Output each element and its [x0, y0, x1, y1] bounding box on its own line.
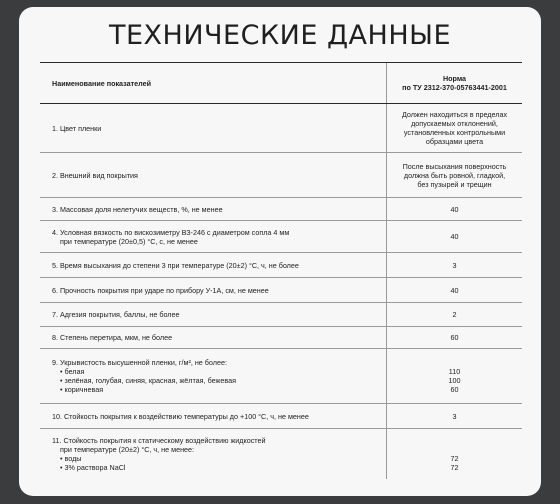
row-name: 4. Условная вязкость по вискозиметру ВЗ-246 с диаметром сопла 4 мм	[52, 227, 290, 237]
table-row	[40, 153, 522, 198]
row-name: 5. Время высыхания до степени 3 при температуре (20±2) °С, ч, не более	[52, 260, 299, 270]
table-header	[40, 63, 522, 104]
table-row	[40, 327, 522, 349]
row-name: 7. Адгезия покрытия, баллы, не более	[52, 310, 180, 319]
row-sub-value: 72	[450, 454, 459, 463]
row-value: 3	[452, 260, 457, 270]
technical-data-card	[19, 7, 541, 496]
row-name: 10. Стойкость покрытия к воздействию температуры до +100 °С, ч, не менее	[52, 411, 309, 421]
row-value: Должен находиться в пределах допускаемых отклонений, установленных контрольными образцами цвета	[401, 110, 508, 146]
row-name: 8. Степень перетира, мкм, не более	[52, 333, 173, 342]
header-col-name: Наименование показателей	[40, 63, 387, 103]
header-col-norm: Норма по ТУ 2312-370-05763441-2001	[402, 74, 507, 92]
row-name: 1. Цвет пленки	[52, 123, 102, 133]
row-sub-value: 110	[448, 367, 461, 376]
row-sub-value: 72	[450, 463, 459, 472]
row-value: 40	[450, 204, 459, 214]
table-row	[40, 278, 522, 303]
row-sub-item: • воды	[60, 454, 82, 463]
table-row	[40, 303, 522, 327]
row-value: 40	[450, 232, 459, 241]
row-value: После высыхания поверхность должна быть ровной, гладкой, без пузырей и трещин	[402, 161, 507, 189]
row-name: 3. Массовая доля нелетучих веществ, %, не менее	[52, 204, 223, 214]
row-sub-value: 100	[448, 376, 461, 385]
row-value: 40	[450, 285, 459, 295]
table-row	[40, 198, 522, 221]
row-value: 3	[452, 411, 457, 421]
row-value: 2	[452, 310, 457, 319]
table-row	[40, 253, 522, 278]
row-name: 2. Внешний вид покрытия	[52, 170, 138, 180]
row-name: 6. Прочность покрытия при ударе по прибору У-1А, см, не менее	[52, 285, 269, 295]
table-row	[40, 349, 522, 404]
page-title: ТЕХНИЧЕСКИЕ ДАННЫЕ	[108, 20, 452, 51]
table-row	[40, 221, 522, 253]
table-row	[40, 429, 522, 479]
row-value: 60	[450, 333, 459, 342]
row-sub-item: • зелёная, голубая, синяя, красная, жёлтая, бежевая	[60, 376, 236, 385]
row-sub-item: • 3% раствора NaCl	[60, 463, 126, 472]
row-name: 9. Укрывистость высушенной пленки, г/м², не более:	[52, 358, 227, 367]
row-name-cont: при температуре (20±2) °С, ч, не менее:	[60, 445, 195, 454]
specs-table	[40, 62, 522, 479]
row-name: 11. Стойкость покрытия к статическому воздействию жидкостей	[52, 436, 266, 445]
row-name-cont: при температуре (20±0,5) °С, с, не менее	[60, 236, 198, 246]
row-sub-item: • белая	[60, 367, 85, 376]
row-sub-value: 60	[450, 385, 459, 394]
row-sub-item: • коричневая	[60, 385, 104, 394]
table-row	[40, 404, 522, 429]
table-row	[40, 104, 522, 153]
